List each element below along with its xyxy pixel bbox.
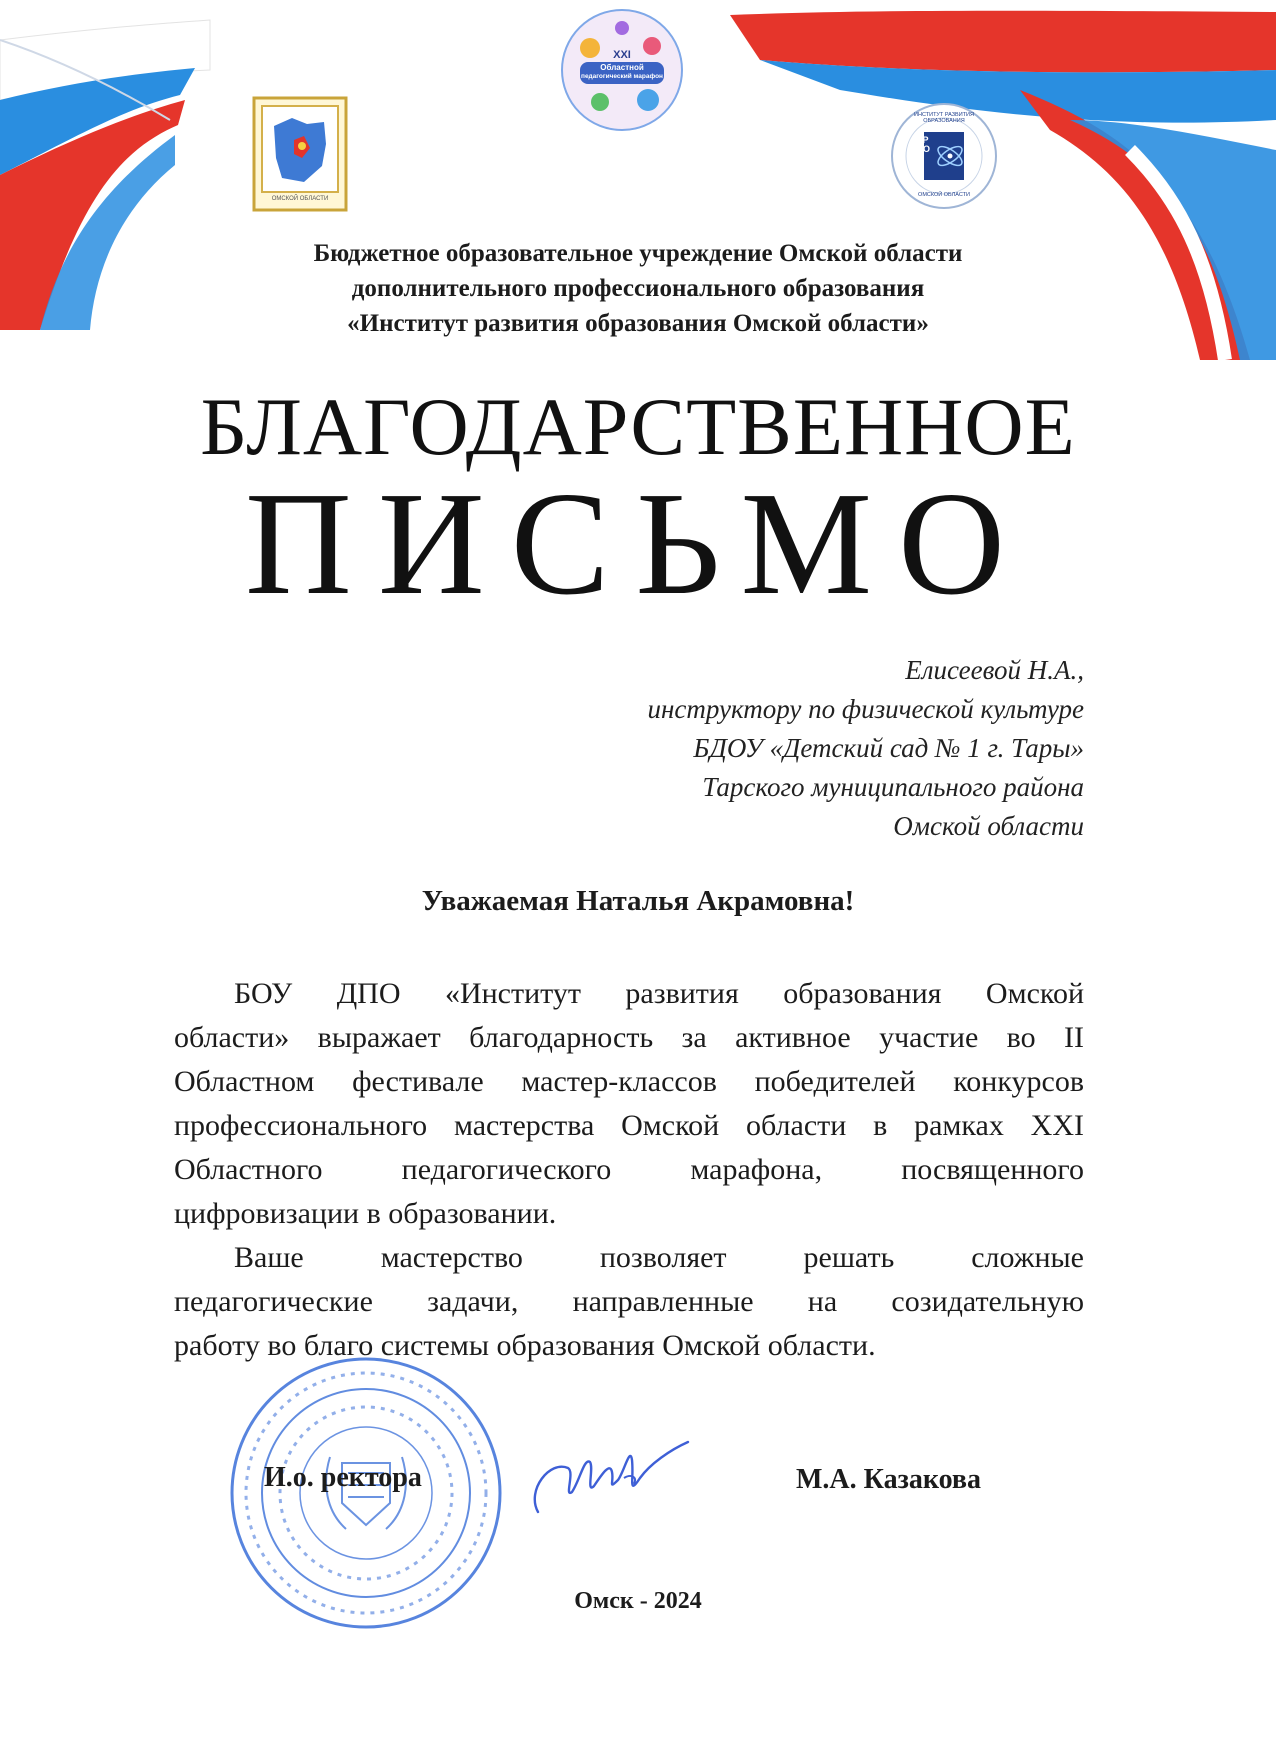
recipient-institution: БДОУ «Детский сад № 1 г. Тары» xyxy=(693,733,1084,763)
marathon-oblastnoy: Областной xyxy=(600,63,644,72)
iroo-ring-bottom: ОМСКОЙ ОБЛАСТИ xyxy=(918,192,970,198)
place-and-year: Омск - 2024 xyxy=(574,1588,702,1614)
body-line: области» выражает благодарность за активное участие во II xyxy=(174,1021,1084,1054)
iroo-logo xyxy=(890,102,998,210)
body-line: Областного педагогического марафона, посвященного xyxy=(174,1153,1084,1186)
body-line: Областном фестивале мастер-классов победителей конкурсов xyxy=(174,1065,1084,1098)
recipient-name: Елисеевой Н.А., xyxy=(905,655,1084,685)
coat-of-arms-logo xyxy=(252,96,348,214)
org-name-line2: дополнительного профессионального образования xyxy=(351,275,925,302)
body-line: цифровизации в образовании. xyxy=(174,1197,557,1230)
org-name-line3: «Институт развития образования Омской области» xyxy=(347,310,929,337)
body-paragraph-2 xyxy=(174,1236,1084,1368)
signatory-name: М.А. Казакова xyxy=(796,1464,982,1495)
body-line: БОУ ДПО «Институт развития образования Омской xyxy=(234,977,1084,1010)
body-paragraph-1 xyxy=(174,972,1084,1236)
right-ribbon xyxy=(730,11,1276,360)
body-line: работу во благо системы образования Омской области. xyxy=(174,1329,876,1362)
marathon-xxi: XXI xyxy=(613,49,631,61)
recipient-region: Омской области xyxy=(893,811,1084,841)
recipient-position: инструктору по физической культуре xyxy=(647,694,1084,724)
document-title-line1: БЛАГОДАРСТВЕННОЕ xyxy=(200,381,1076,472)
recipient-district: Тарского муниципального района xyxy=(702,772,1084,802)
iroo-inner-text: ИРООО xyxy=(916,135,931,163)
body-line: Ваше мастерство позволяет решать сложные xyxy=(234,1241,1084,1274)
handwritten-signature xyxy=(520,1420,695,1530)
body-line: педагогические задачи, направленные на созидательную xyxy=(174,1285,1084,1318)
document-title-line2: ПИСЬМО xyxy=(244,462,1031,626)
org-name-line1: Бюджетное образовательное учреждение Омской области xyxy=(313,240,963,267)
signatory-position: И.о. ректора xyxy=(264,1462,422,1493)
coat-of-arms-caption: ОМСКОЙ ОБЛАСТИ xyxy=(271,196,329,202)
iroo-ring-top: ИНСТИТУТ РАЗВИТИЯ ОБРАЗОВАНИЯ xyxy=(914,112,974,124)
greeting: Уважаемая Наталья Акрамовна! xyxy=(421,885,855,917)
marathon-emblem xyxy=(560,8,684,132)
marathon-subtitle: педагогический марафон xyxy=(581,73,663,80)
body-line: профессионального мастерства Омской области в рамках XXI xyxy=(174,1109,1084,1142)
